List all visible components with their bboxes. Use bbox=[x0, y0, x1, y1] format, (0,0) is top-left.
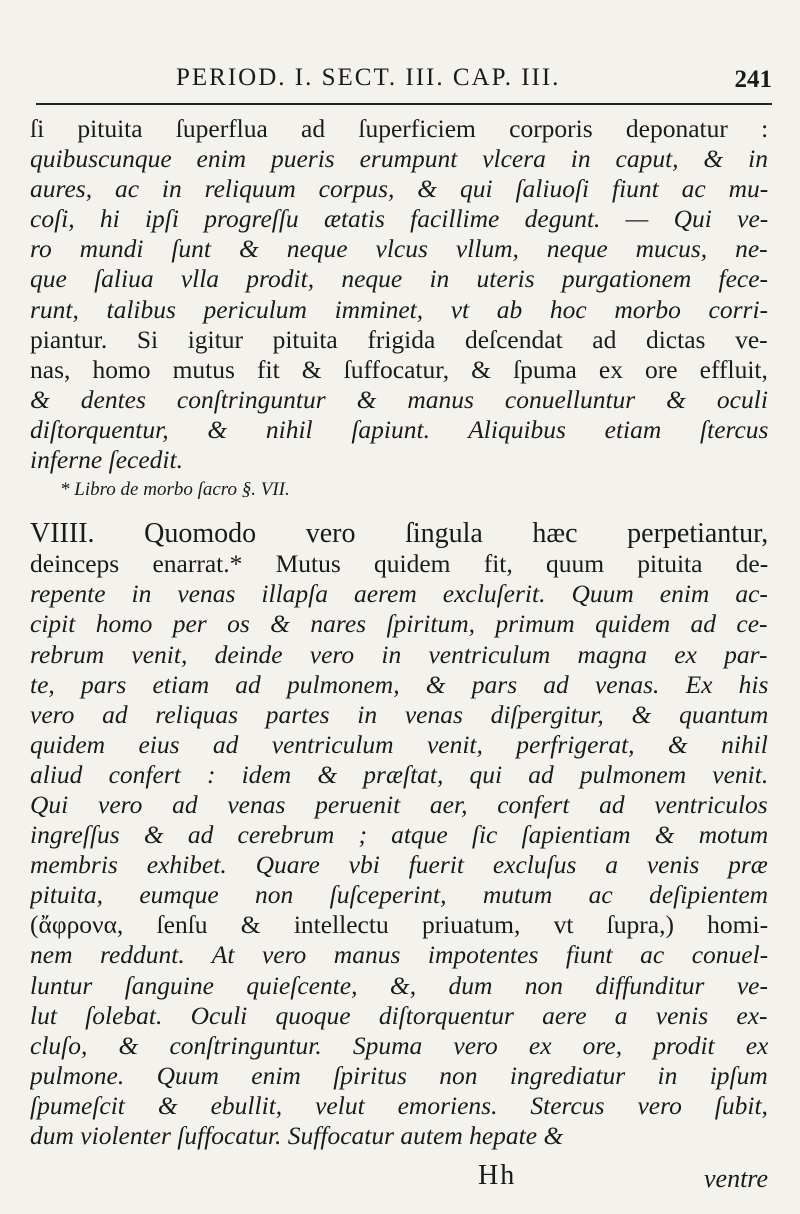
text-line: vero ad reliquas partes in venas diſpergitur, & quantum bbox=[30, 699, 768, 729]
text-line: piantur. Si igitur pituita frigida deſcendat ad dictas ve- bbox=[30, 324, 768, 354]
text-line: te, pars etiam ad pulmonem, & pars ad venas. Ex his bbox=[30, 669, 768, 699]
text-line: aliud confert : idem & præſtat, qui ad pulmonem venit. bbox=[30, 759, 768, 789]
text-line: repente in venas illapſa aerem excluſerit. Quum enim ac- bbox=[30, 579, 768, 609]
text-line: coſi, hi ipſi progreſſu ætatis facillime degunt. — Qui ve- bbox=[30, 204, 768, 234]
text-line: quidem eius ad ventriculum venit, perfrigerat, & nihil bbox=[30, 729, 768, 759]
page-header bbox=[36, 64, 772, 104]
text-line: ſi pituita ſuperflua ad ſuperficiem corporis deponatur : bbox=[30, 114, 768, 143]
page-number: 241 bbox=[734, 66, 772, 93]
text-line: inferne ſecedit. bbox=[30, 445, 183, 475]
running-head: PERIOD. I. SECT. III. CAP. III. bbox=[176, 64, 561, 91]
body-text bbox=[30, 114, 768, 1151]
text-line: pulmone. Quum enim ſpiritus non ingrediatur in ipſum bbox=[30, 1060, 768, 1090]
header-rule bbox=[36, 103, 772, 105]
signature-mark: Hh bbox=[478, 1160, 517, 1191]
paragraph-2 bbox=[30, 519, 768, 1151]
text-line: membris exhibet. Quare vbi fuerit excluſus a venis præ bbox=[30, 850, 768, 880]
section-heading-line: VIIII. Quomodo vero ſingula hæc perpetiantur, bbox=[30, 519, 768, 550]
paragraph-1 bbox=[30, 114, 768, 475]
text-line: lut ſolebat. Oculi quoque diſtorquentur aere a venis ex- bbox=[30, 1000, 768, 1030]
text-line: diſtorquentur, & nihil ſapiunt. Aliquibus etiam ſtercus bbox=[30, 414, 768, 444]
text-line: (ἄφρονα, ſenſu & intellectu priuatum, vt ſupra,) homi- bbox=[30, 910, 768, 940]
text-line: ſpumeſcit & ebullit, velut emoriens. Stercus vero ſubit, bbox=[30, 1090, 768, 1120]
page-footer bbox=[30, 1160, 768, 1194]
text-line: quibuscunque enim pueris erumpunt vlcera in caput, & in bbox=[30, 144, 768, 174]
text-line: deinceps enarrat.* Mutus quidem fit, quum pituita de- bbox=[30, 549, 768, 579]
text-line: luntur ſanguine quieſcente, &, dum non diffunditur ve- bbox=[30, 970, 768, 1000]
text-line: dum violenter ſuffocatur. Suffocatur autem hepate & bbox=[30, 1121, 564, 1150]
text-line: ingreſſus & ad cerebrum ; atque ſic ſapientiam & motum bbox=[30, 820, 768, 850]
text-line: pituita, eumque non ſuſceperint, mutum ac deſipientem bbox=[30, 880, 768, 910]
text-line: cluſo, & conſtringuntur. Spuma vero ex ore, prodit ex bbox=[30, 1030, 768, 1060]
catchword: ventre bbox=[704, 1164, 768, 1193]
text-line: Qui vero ad venas peruenit aer, confert ad ventriculos bbox=[30, 789, 768, 819]
text-line: aures, ac in reliquum corpus, & qui ſaliuoſi fiunt ac mu- bbox=[30, 174, 768, 204]
text-line: runt, talibus periculum imminet, vt ab hoc morbo corri- bbox=[30, 294, 768, 324]
text-line: cipit homo per os & nares ſpiritum, primum quidem ad ce- bbox=[30, 609, 768, 639]
text-line: ro mundi ſunt & neque vlcus vllum, neque mucus, ne- bbox=[30, 234, 768, 264]
footnote: * Libro de morbo ſacro §. VII. bbox=[60, 479, 290, 501]
paragraph-gap bbox=[30, 505, 768, 519]
text-line: que ſaliua vlla prodit, neque in uteris purgationem fece- bbox=[30, 264, 768, 294]
text-line: nas, homo mutus fit & ſuffocatur, & ſpuma ex ore effluit, bbox=[30, 354, 768, 384]
text-line: rebrum venit, deinde vero in ventriculum magna ex par- bbox=[30, 639, 768, 669]
text-line: nem reddunt. At vero manus impotentes fiunt ac conuel- bbox=[30, 940, 768, 970]
text-line: & dentes conſtringuntur & manus conuelluntur & oculi bbox=[30, 384, 768, 414]
